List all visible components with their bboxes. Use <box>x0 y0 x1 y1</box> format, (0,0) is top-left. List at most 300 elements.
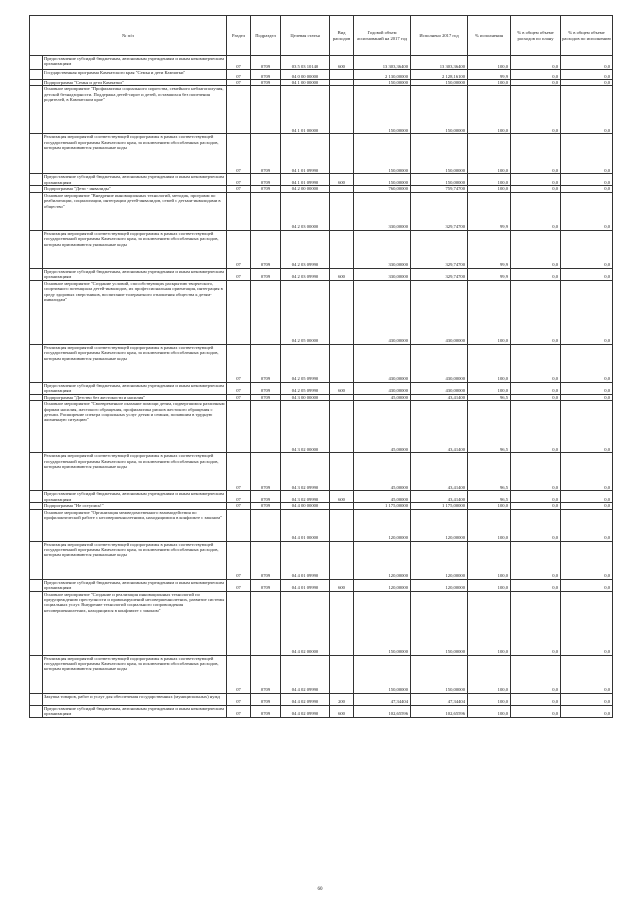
row-name: Подпрограмма "Дети - инвалиды" <box>43 186 227 192</box>
row-share-plan: 0,0 <box>511 491 561 503</box>
row-execution-pct: 99,9 <box>468 268 511 280</box>
row-expense-type: 600 <box>330 579 354 591</box>
row-execution-pct: 96,5 <box>468 394 511 400</box>
col-header-share-plan: % в общем объеме расходов по плану <box>511 16 561 56</box>
row-annual-plan: 150,00000 <box>354 80 411 86</box>
row-share-plan: 0,0 <box>511 401 561 453</box>
row-annual-plan: 45,00000 <box>354 394 411 400</box>
row-share-fact: 0,0 <box>561 705 613 717</box>
table-body <box>30 56 613 718</box>
row-podrazdel <box>251 401 281 453</box>
row-target-article: 04 2 00 00000 <box>281 186 330 192</box>
row-razdel: 07 <box>227 491 251 503</box>
row-executed: 2 128,16100 <box>411 70 468 80</box>
row-annual-plan: 330,00000 <box>354 230 411 268</box>
col-header-share-fact: % в общем объеме расходов по исполнению <box>561 16 613 56</box>
col-header-expense-type: Вид расходов <box>330 16 354 56</box>
row-name: Реализация мероприятий соответствующей подпрограммы в рамках соответствующей государственной программы Камчатского края, за исключением обособленных расходов, которым присваиваются уникальные коды <box>43 230 227 268</box>
row-target-article: 04 4 00 00000 <box>281 503 330 509</box>
col-header-annual-plan: Годовой объем ассигнований на 2017 год <box>354 16 411 56</box>
row-executed: 759,74700 <box>411 186 468 192</box>
row-execution-pct: 100,0 <box>468 705 511 717</box>
row-target-article: 04 4 02 09990 <box>281 693 330 705</box>
row-name: Подпрограмма "Семья и дети Камчатки" <box>43 80 227 86</box>
col-header-razdel: Раздел <box>227 16 251 56</box>
row-number <box>30 192 43 230</box>
row-name: Предоставление субсидий бюджетным, автономным учреждениям и иным некоммерческим организациям <box>43 705 227 717</box>
row-target-article: 04 1 00 00000 <box>281 80 330 86</box>
row-number <box>30 591 43 655</box>
row-share-fact: 0,0 <box>561 541 613 579</box>
row-expense-type <box>330 134 354 174</box>
row-share-plan: 0,0 <box>511 230 561 268</box>
row-number <box>30 174 43 186</box>
row-expense-type <box>330 86 354 134</box>
row-podrazdel: 0709 <box>251 579 281 591</box>
row-execution-pct: 100,0 <box>468 344 511 382</box>
row-executed: 47,34404 <box>411 693 468 705</box>
row-podrazdel: 0709 <box>251 186 281 192</box>
row-name: Подпрограмма "Детство без жестокости и насилия" <box>43 394 227 400</box>
row-expense-type: 600 <box>330 174 354 186</box>
row-podrazdel: 0709 <box>251 80 281 86</box>
row-executed: 150,00000 <box>411 80 468 86</box>
table-row <box>30 70 613 80</box>
row-podrazdel <box>251 591 281 655</box>
row-expense-type <box>330 655 354 693</box>
row-execution-pct: 96,5 <box>468 491 511 503</box>
row-annual-plan: 430,00000 <box>354 344 411 382</box>
row-razdel <box>227 192 251 230</box>
col-header-podrazdel: Подраздел <box>251 16 281 56</box>
row-podrazdel: 0709 <box>251 503 281 509</box>
row-share-plan: 0,0 <box>511 453 561 491</box>
row-annual-plan: 102,65596 <box>354 705 411 717</box>
table-header-row <box>30 16 613 56</box>
row-share-fact: 0,0 <box>561 401 613 453</box>
row-executed: 150,00000 <box>411 174 468 186</box>
row-expense-type <box>330 70 354 80</box>
row-podrazdel: 0709 <box>251 268 281 280</box>
row-razdel: 07 <box>227 268 251 280</box>
row-annual-plan: 13 303,36400 <box>354 56 411 70</box>
row-share-plan: 0,0 <box>511 134 561 174</box>
row-execution-pct: 100,0 <box>468 579 511 591</box>
row-share-plan: 0,0 <box>511 705 561 717</box>
row-number <box>30 705 43 717</box>
row-expense-type <box>330 280 354 344</box>
row-target-article: 04 4 02 00000 <box>281 591 330 655</box>
row-target-article: 04 3 02 09990 <box>281 453 330 491</box>
row-annual-plan: 45,00000 <box>354 453 411 491</box>
page-number: 60 <box>317 887 323 892</box>
table-row <box>30 579 613 591</box>
row-share-plan: 0,0 <box>511 80 561 86</box>
row-razdel <box>227 401 251 453</box>
row-razdel: 07 <box>227 693 251 705</box>
row-execution-pct: 100,0 <box>468 509 511 541</box>
table-row <box>30 491 613 503</box>
row-share-plan: 0,0 <box>511 344 561 382</box>
row-name: Основное мероприятие "Профилактика социального сиротства, семейного неблагополучия, детской безнадзорности. Поддержка детей-сирот и детей, оставшихся без попечения родителей, в Камчатском крае" <box>43 86 227 134</box>
row-name: Подпрограмма "Не оступись!" <box>43 503 227 509</box>
row-annual-plan: 430,00000 <box>354 280 411 344</box>
row-target-article: 04 4 02 09990 <box>281 705 330 717</box>
row-expense-type: 600 <box>330 268 354 280</box>
row-share-plan: 0,0 <box>511 579 561 591</box>
row-number <box>30 491 43 503</box>
table-row <box>30 705 613 717</box>
row-share-fact: 0,0 <box>561 280 613 344</box>
row-share-fact: 0,0 <box>561 394 613 400</box>
table-row <box>30 382 613 394</box>
row-executed: 430,00000 <box>411 382 468 394</box>
row-share-plan: 0,0 <box>511 280 561 344</box>
table-row <box>30 693 613 705</box>
row-share-plan: 0,0 <box>511 186 561 192</box>
table-row <box>30 230 613 268</box>
row-annual-plan: 1 175,00000 <box>354 503 411 509</box>
row-podrazdel: 0709 <box>251 394 281 400</box>
row-annual-plan: 330,00000 <box>354 268 411 280</box>
row-executed: 1 175,00000 <box>411 503 468 509</box>
row-target-article: 04 4 01 09990 <box>281 541 330 579</box>
row-razdel: 07 <box>227 134 251 174</box>
row-number <box>30 230 43 268</box>
row-execution-pct: 100,0 <box>468 693 511 705</box>
row-execution-pct: 100,0 <box>468 280 511 344</box>
table-row <box>30 541 613 579</box>
row-name: Основное мероприятие "Создание и реализация инновационных технологий по предупреждению преступности и правонарушений несовершеннолетних, развитие системы социальных услуг. Внедрение технологий социального сопровождения несовершеннолетних, находящихся в конфликте с законом" <box>43 591 227 655</box>
row-expense-type <box>330 230 354 268</box>
row-annual-plan: 430,00000 <box>354 382 411 394</box>
row-share-fact: 0,0 <box>561 503 613 509</box>
row-execution-pct: 100,0 <box>468 174 511 186</box>
row-podrazdel: 0709 <box>251 453 281 491</box>
row-execution-pct: 100,0 <box>468 591 511 655</box>
row-expense-type: 600 <box>330 56 354 70</box>
row-number <box>30 579 43 591</box>
row-podrazdel: 0709 <box>251 541 281 579</box>
row-podrazdel: 0709 <box>251 230 281 268</box>
row-name: Основное мероприятие "Создание условий, способствующих раскрытию творческого, спортивного потенциала детей-инвалидов, их профессиональная ориентация, интеграция в среду здоровых сверстников, воспитание толерантного отношения общества к детям-инвалидам" <box>43 280 227 344</box>
row-razdel: 07 <box>227 230 251 268</box>
row-share-plan: 0,0 <box>511 655 561 693</box>
row-name: Предоставление субсидий бюджетным, автономным учреждениям и иным некоммерческим организациям <box>43 579 227 591</box>
budget-table <box>29 15 613 718</box>
row-executed: 150,00000 <box>411 655 468 693</box>
table-row <box>30 655 613 693</box>
row-executed: 329,74700 <box>411 230 468 268</box>
row-target-article: 04 0 00 00000 <box>281 70 330 80</box>
row-share-fact: 0,0 <box>561 134 613 174</box>
row-podrazdel <box>251 280 281 344</box>
row-name: Предоставление субсидий бюджетным, автономным учреждениям и иным некоммерческим организациям <box>43 268 227 280</box>
row-number <box>30 541 43 579</box>
col-header-target-article: Целевая статья <box>281 16 330 56</box>
row-name: Предоставление субсидий бюджетным, автономным учреждениям и иным некоммерческим организациям <box>43 382 227 394</box>
row-share-plan: 0,0 <box>511 693 561 705</box>
row-name: Основное мероприятие "Организация межведомственного взаимодействия по профилактической работе с несовершеннолетними, находящимися в конфликте с законом" <box>43 509 227 541</box>
row-executed: 43,41400 <box>411 453 468 491</box>
table-row <box>30 134 613 174</box>
row-name: Основное мероприятие "Внедрение инновационных технологий, методик, программ по реабилитации, социализации, интеграции детей-инвалидов, семей с детьми-инвалидами в общество" <box>43 192 227 230</box>
row-target-article: 04 2 05 09990 <box>281 344 330 382</box>
row-executed: 13 303,36400 <box>411 56 468 70</box>
row-share-plan: 0,0 <box>511 382 561 394</box>
row-name: Реализация мероприятий соответствующей подпрограммы в рамках соответствующей государственной программы Камчатского края, за исключением обособленных расходов, которым присваиваются уникальные коды <box>43 134 227 174</box>
row-share-plan: 0,0 <box>511 56 561 70</box>
row-name: Закупка товаров, работ и услуг для обеспечения государственных (муниципальных) нужд <box>43 693 227 705</box>
row-podrazdel: 0709 <box>251 693 281 705</box>
row-share-fact: 0,0 <box>561 655 613 693</box>
row-share-plan: 0,0 <box>511 192 561 230</box>
row-share-fact: 0,0 <box>561 80 613 86</box>
row-podrazdel: 0709 <box>251 56 281 70</box>
row-target-article: 04 2 03 09990 <box>281 230 330 268</box>
row-name: Реализация мероприятий соответствующей подпрограммы в рамках соответствующей государственной программы Камчатского края, за исключением обособленных расходов, которым присваиваются уникальные коды <box>43 541 227 579</box>
row-razdel: 07 <box>227 344 251 382</box>
row-razdel: 07 <box>227 70 251 80</box>
row-number <box>30 86 43 134</box>
row-share-plan: 0,0 <box>511 591 561 655</box>
row-share-plan: 0,0 <box>511 503 561 509</box>
row-target-article: 04 2 03 00000 <box>281 192 330 230</box>
row-executed: 43,41400 <box>411 394 468 400</box>
row-razdel: 07 <box>227 453 251 491</box>
row-execution-pct: 100,0 <box>468 80 511 86</box>
row-share-fact: 0,0 <box>561 579 613 591</box>
row-number <box>30 56 43 70</box>
row-share-fact: 0,0 <box>561 693 613 705</box>
row-annual-plan: 120,00000 <box>354 541 411 579</box>
row-podrazdel: 0709 <box>251 344 281 382</box>
row-number <box>30 344 43 382</box>
row-number <box>30 509 43 541</box>
row-share-plan: 0,0 <box>511 394 561 400</box>
row-target-article: 04 4 01 09990 <box>281 579 330 591</box>
row-execution-pct: 96,5 <box>468 401 511 453</box>
row-number <box>30 655 43 693</box>
row-expense-type <box>330 192 354 230</box>
row-annual-plan: 120,00000 <box>354 579 411 591</box>
row-podrazdel: 0709 <box>251 70 281 80</box>
row-executed: 430,00000 <box>411 280 468 344</box>
row-expense-type: 200 <box>330 693 354 705</box>
row-share-fact: 0,0 <box>561 509 613 541</box>
row-expense-type <box>330 344 354 382</box>
table-row <box>30 56 613 70</box>
row-share-plan: 0,0 <box>511 174 561 186</box>
row-execution-pct: 100,0 <box>468 382 511 394</box>
row-number <box>30 401 43 453</box>
row-target-article: 04 2 05 09990 <box>281 382 330 394</box>
row-share-fact: 0,0 <box>561 268 613 280</box>
row-expense-type <box>330 591 354 655</box>
row-execution-pct: 100,0 <box>468 134 511 174</box>
row-razdel: 07 <box>227 186 251 192</box>
row-number <box>30 280 43 344</box>
row-razdel <box>227 591 251 655</box>
row-annual-plan: 150,00000 <box>354 655 411 693</box>
table-row <box>30 280 613 344</box>
row-share-fact: 0,0 <box>561 230 613 268</box>
row-execution-pct: 100,0 <box>468 541 511 579</box>
row-name: Государственная программа Камчатского края "Семья и дети Камчатки" <box>43 70 227 80</box>
row-annual-plan: 150,00000 <box>354 134 411 174</box>
row-razdel: 07 <box>227 382 251 394</box>
row-number <box>30 268 43 280</box>
row-executed: 150,00000 <box>411 591 468 655</box>
row-razdel: 07 <box>227 503 251 509</box>
row-share-fact: 0,0 <box>561 382 613 394</box>
row-executed: 150,00000 <box>411 86 468 134</box>
row-executed: 120,00000 <box>411 541 468 579</box>
row-target-article: 04 2 05 00000 <box>281 280 330 344</box>
row-share-plan: 0,0 <box>511 86 561 134</box>
row-annual-plan: 330,00000 <box>354 192 411 230</box>
col-header-num: № п/п <box>30 16 227 56</box>
row-share-fact: 0,0 <box>561 174 613 186</box>
row-podrazdel: 0709 <box>251 382 281 394</box>
row-executed: 43,41400 <box>411 401 468 453</box>
row-razdel <box>227 86 251 134</box>
row-name: Предоставление субсидий бюджетным, автономным учреждениям и иным некоммерческим организациям <box>43 56 227 70</box>
row-execution-pct: 96,5 <box>468 453 511 491</box>
row-share-fact: 0,0 <box>561 192 613 230</box>
row-razdel: 07 <box>227 174 251 186</box>
table-row <box>30 591 613 655</box>
row-share-plan: 0,0 <box>511 268 561 280</box>
row-executed: 120,00000 <box>411 509 468 541</box>
col-header-execution-pct: % исполнения <box>468 16 511 56</box>
row-expense-type <box>330 509 354 541</box>
row-number <box>30 382 43 394</box>
row-number <box>30 70 43 80</box>
row-name: Реализация мероприятий соответствующей подпрограммы в рамках соответствующей государственной программы Камчатского края, за исключением обособленных расходов, которым присваиваются уникальные коды <box>43 344 227 382</box>
row-annual-plan: 2 130,00000 <box>354 70 411 80</box>
row-podrazdel: 0709 <box>251 491 281 503</box>
table-row <box>30 509 613 541</box>
row-podrazdel: 0709 <box>251 174 281 186</box>
table-row <box>30 344 613 382</box>
row-execution-pct: 100,0 <box>468 655 511 693</box>
row-share-fact: 0,0 <box>561 70 613 80</box>
row-annual-plan: 45,00000 <box>354 491 411 503</box>
row-name: Реализация мероприятий соответствующей подпрограммы в рамках соответствующей государственной программы Камчатского края, за исключением обособленных расходов, которым присваиваются уникальные коды <box>43 655 227 693</box>
row-annual-plan: 47,34404 <box>354 693 411 705</box>
row-razdel <box>227 509 251 541</box>
row-annual-plan: 760,00000 <box>354 186 411 192</box>
row-executed: 43,41400 <box>411 491 468 503</box>
row-annual-plan: 150,00000 <box>354 86 411 134</box>
row-razdel: 07 <box>227 80 251 86</box>
row-expense-type <box>330 453 354 491</box>
row-share-plan: 0,0 <box>511 541 561 579</box>
row-share-fact: 0,0 <box>561 344 613 382</box>
row-target-article: 04 4 01 00000 <box>281 509 330 541</box>
row-razdel: 07 <box>227 579 251 591</box>
row-execution-pct: 100,0 <box>468 86 511 134</box>
row-target-article: 04 4 02 09990 <box>281 655 330 693</box>
row-target-article: 04 3 00 00000 <box>281 394 330 400</box>
row-razdel: 07 <box>227 541 251 579</box>
row-share-fact: 0,0 <box>561 591 613 655</box>
row-share-fact: 0,0 <box>561 56 613 70</box>
row-execution-pct: 99,9 <box>468 70 511 80</box>
row-razdel: 07 <box>227 56 251 70</box>
table-row <box>30 401 613 453</box>
row-execution-pct: 99,9 <box>468 192 511 230</box>
row-podrazdel <box>251 192 281 230</box>
row-execution-pct: 99,9 <box>468 230 511 268</box>
row-razdel: 07 <box>227 655 251 693</box>
col-header-executed: Исполнено 2017 год <box>411 16 468 56</box>
row-podrazdel: 0709 <box>251 705 281 717</box>
row-executed: 150,00000 <box>411 134 468 174</box>
row-razdel <box>227 280 251 344</box>
row-name: Предоставление субсидий бюджетным, автономным учреждениям и иным некоммерческим организациям <box>43 174 227 186</box>
row-annual-plan: 150,00000 <box>354 174 411 186</box>
row-podrazdel: 0709 <box>251 134 281 174</box>
row-annual-plan: 150,00000 <box>354 591 411 655</box>
row-number <box>30 453 43 491</box>
row-execution-pct: 100,0 <box>468 186 511 192</box>
table-row <box>30 192 613 230</box>
table-row <box>30 86 613 134</box>
row-expense-type: 600 <box>330 491 354 503</box>
table-row <box>30 174 613 186</box>
row-expense-type: 600 <box>330 705 354 717</box>
row-podrazdel <box>251 86 281 134</box>
row-name: Реализация мероприятий соответствующей подпрограммы в рамках соответствующей государственной программы Камчатского края, за исключением обособленных расходов, которым присваиваются уникальные коды <box>43 453 227 491</box>
table-row <box>30 453 613 491</box>
row-share-fact: 0,0 <box>561 86 613 134</box>
row-share-plan: 0,0 <box>511 509 561 541</box>
row-share-plan: 0,0 <box>511 70 561 80</box>
row-executed: 120,00000 <box>411 579 468 591</box>
row-executed: 430,00000 <box>411 344 468 382</box>
row-execution-pct: 100,0 <box>468 503 511 509</box>
row-podrazdel: 0709 <box>251 655 281 693</box>
row-target-article: 04 3 02 00000 <box>281 401 330 453</box>
row-razdel: 07 <box>227 394 251 400</box>
row-podrazdel <box>251 509 281 541</box>
row-annual-plan: 120,00000 <box>354 509 411 541</box>
row-execution-pct: 100,0 <box>468 56 511 70</box>
row-annual-plan: 45,00000 <box>354 401 411 453</box>
row-executed: 329,74700 <box>411 268 468 280</box>
table-row <box>30 268 613 280</box>
row-target-article: 03 5 03 10140 <box>281 56 330 70</box>
row-target-article: 04 2 03 09990 <box>281 268 330 280</box>
row-share-fact: 0,0 <box>561 453 613 491</box>
row-share-fact: 0,0 <box>561 491 613 503</box>
row-expense-type: 600 <box>330 382 354 394</box>
row-target-article: 04 1 01 00000 <box>281 86 330 134</box>
row-share-fact: 0,0 <box>561 186 613 192</box>
row-expense-type <box>330 541 354 579</box>
row-executed: 102,65596 <box>411 705 468 717</box>
row-name: Основное мероприятие "Своевременное оказание помощи детям, подвергшимся различным формам насилия, жестокого обращения, профилактика рисков жестокого обращения с детьми. Расширение спектра социальных услуг детям и семьям, попавшим в трудную жизненную ситуацию" <box>43 401 227 453</box>
row-expense-type <box>330 401 354 453</box>
row-number <box>30 693 43 705</box>
row-target-article: 04 1 01 09990 <box>281 174 330 186</box>
row-number <box>30 134 43 174</box>
row-name: Предоставление субсидий бюджетным, автономным учреждениям и иным некоммерческим организациям <box>43 491 227 503</box>
row-target-article: 04 1 01 09990 <box>281 134 330 174</box>
row-executed: 329,74700 <box>411 192 468 230</box>
